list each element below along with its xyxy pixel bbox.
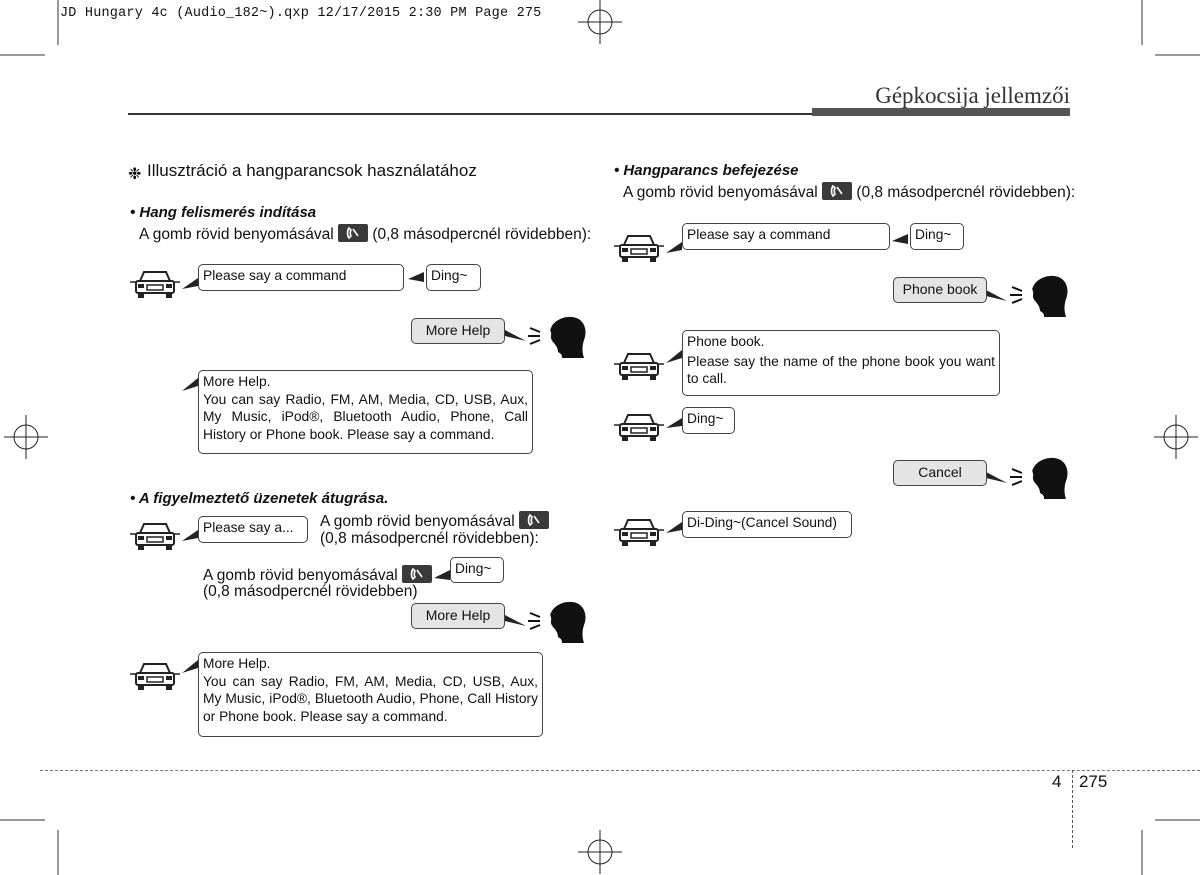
user-command-bubble: Cancel <box>893 460 987 486</box>
instruction-line <box>320 511 549 531</box>
instruction-duration: (0,8 másodpercnél rövidebben): <box>372 226 592 243</box>
illustration-heading: Illusztráció a hangparancsok használatához <box>147 161 477 180</box>
page-number <box>1052 772 1107 792</box>
car-icon <box>130 524 180 550</box>
car-icon <box>614 520 664 546</box>
speaking-head-icon <box>528 317 586 358</box>
voice-button-icon <box>338 224 368 242</box>
instruction-line <box>623 182 1075 202</box>
car-icon <box>130 272 180 298</box>
user-command-bubble: More Help <box>411 318 505 344</box>
user-command-bubble: Phone book <box>893 277 987 303</box>
ding-bubble: Ding~ <box>426 264 481 291</box>
user-command-bubble: More Help <box>411 603 505 629</box>
instruction-text: A gomb rövid benyomásával <box>320 513 515 530</box>
instruction-line <box>139 224 591 244</box>
registration-target-bottom <box>578 830 622 874</box>
speaking-head-icon <box>528 602 586 643</box>
chapter-title: Gépkocsija jellemzői <box>875 83 1070 108</box>
ding-bubble: Ding~ <box>682 407 735 434</box>
cancel-sound-bubble: Di-Ding~(Cancel Sound) <box>682 511 852 538</box>
system-bubble: Please say a command <box>682 223 890 250</box>
instruction-text: A gomb rövid benyomásával <box>203 567 398 584</box>
phonebook-response-bubble <box>682 330 1000 396</box>
header-rule <box>128 113 814 115</box>
system-bubble: Please say a... <box>198 516 308 543</box>
car-icon <box>130 664 180 690</box>
help-response-bubble <box>198 370 533 454</box>
section-title: • Hang felismerés indítása <box>130 204 317 221</box>
response-line: Phone book. <box>687 334 765 349</box>
registration-target-left <box>4 415 48 459</box>
system-bubble: Please say a command <box>198 264 404 291</box>
instruction-line <box>203 565 432 585</box>
registration-target-top <box>578 0 622 44</box>
voice-button-icon <box>402 565 432 583</box>
footer-rule <box>40 770 1200 771</box>
print-slug: JD Hungary 4c (Audio_182~).qxp 12/17/2015 2:30 PM Page 275 <box>60 6 542 21</box>
help-response-bubble <box>198 652 543 737</box>
header-tab-bar <box>812 108 1070 116</box>
instruction-duration: (0,8 másodpercnél rövidebben) <box>203 583 418 600</box>
section-title: • A figyelmeztető üzenetek átugrása. <box>130 490 389 507</box>
section-title: • Hangparancs befejezése <box>614 162 799 179</box>
speaking-head-icon <box>1010 458 1068 499</box>
response-line: Please say the name of the phone book you want to call. <box>687 353 995 386</box>
help-line: You can say Radio, FM, AM, Media, CD, USB, Aux, My Music, iPod®, Bluetooth Audio, Phone, Call History or Phone book. Please say a command. <box>203 673 538 724</box>
ding-bubble: Ding~ <box>910 223 964 250</box>
voice-button-icon <box>822 182 852 200</box>
voice-button-icon <box>519 511 549 529</box>
instruction-duration: (0,8 másodpercnél rövidebben): <box>856 184 1076 201</box>
car-icon <box>614 415 664 441</box>
instruction-text: A gomb rövid benyomásával <box>139 226 334 243</box>
asterism-icon: ❉ <box>128 164 142 183</box>
help-line: You can say Radio, FM, AM, Media, CD, USB, Aux, My Music, iPod®, Bluetooth Audio, Phone, Call History or Phone book. Please say a command. <box>203 391 528 442</box>
chapter-number: 4 <box>1052 772 1062 791</box>
ding-bubble: Ding~ <box>450 557 504 583</box>
speaking-head-icon <box>1010 276 1068 317</box>
car-icon <box>614 236 664 262</box>
page-number-value: 275 <box>1078 772 1108 791</box>
instruction-text: A gomb rövid benyomásával <box>623 184 818 201</box>
instruction-duration: (0,8 másodpercnél rövidebben): <box>320 530 539 547</box>
help-line: More Help. <box>203 656 271 671</box>
registration-target-right <box>1154 415 1198 459</box>
car-icon <box>614 354 664 380</box>
help-line: More Help. <box>203 374 271 389</box>
